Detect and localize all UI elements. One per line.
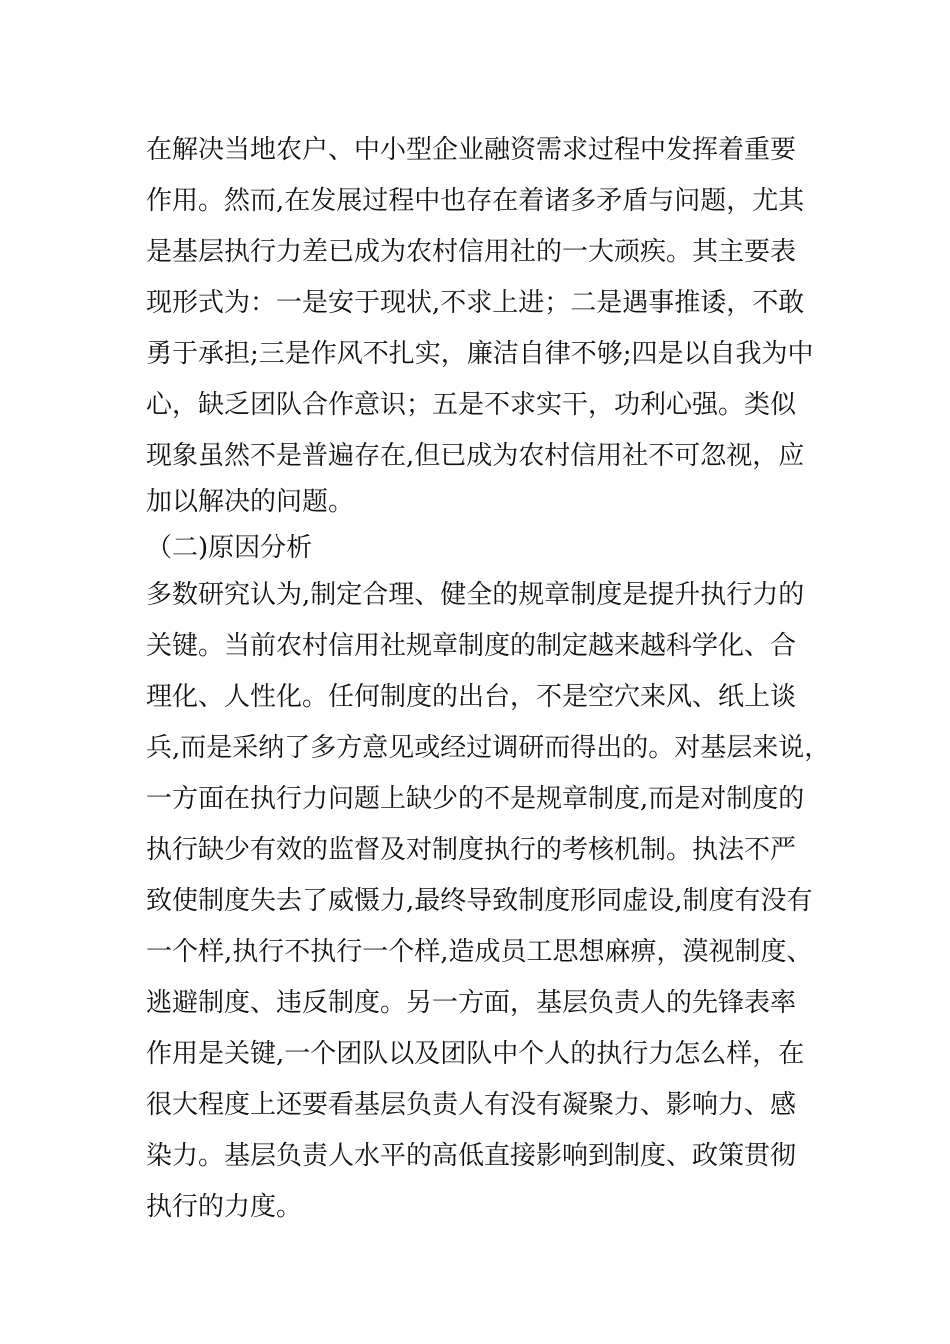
paragraph-2-line-7: 致使制度失去了威慑力,最终导致制度形同虚设,制度有没有 — [146, 886, 813, 916]
paragraph-2-line-1: 多数研究认为,制定合理、健全的规章制度是提升执行力的 — [146, 580, 805, 610]
paragraph-1-line-1: 在解决当地农户、中小型企业融资需求过程中发挥着重要 — [146, 135, 797, 165]
paragraph-2-line-12: 染力。基层负责人水平的高低直接影响到制度、政策贯彻 — [146, 1141, 797, 1171]
paragraph-2-line-5: 一方面在执行力问题上缺少的不是规章制度,而是对制度的 — [146, 784, 805, 814]
paragraph-2-line-9: 逃避制度、违反制度。另一方面，基层负责人的先锋表率 — [146, 988, 797, 1018]
paragraph-2-line-11: 很大程度上还要看基层负责人有没有凝聚力、影响力、感 — [146, 1090, 797, 1120]
paragraph-1-line-3: 是基层执行力差已成为农村信用社的一大顽疾。其主要表 — [146, 237, 797, 267]
paragraph-1-line-2: 作用。然而,在发展过程中也存在着诸多矛盾与问题，尤其 — [146, 186, 805, 216]
section-heading: （二)原因分析 — [146, 533, 313, 563]
paragraph-2-line-10: 作用是关键,一个团队以及团队中个人的执行力怎么样，在 — [146, 1039, 805, 1069]
paragraph-1-line-8: 加以解决的问题。 — [146, 487, 355, 517]
paragraph-2-line-13: 执行的力度。 — [146, 1192, 303, 1222]
paragraph-1-line-7: 现象虽然不是普遍存在,但已成为农村信用社不可忽视，应 — [146, 441, 805, 471]
paragraph-2-line-6: 执行缺少有效的监督及对制度执行的考核机制。执法不严 — [146, 835, 797, 865]
paragraph-1-line-4: 现形式为：一是安于现状,不求上进；二是遇事推诿，不敢 — [146, 288, 805, 318]
paragraph-2-line-4: 兵,而是采纳了多方意见或经过调研而得出的。对基层来说， — [146, 733, 831, 763]
paragraph-1-line-5: 勇于承担;三是作风不扎实，廉洁自律不够;四是以自我为中 — [146, 339, 814, 369]
paragraph-1-line-6: 心，缺乏团队合作意识；五是不求实干，功利心强。类似 — [146, 390, 797, 420]
paragraph-2-line-2: 关键。当前农村信用社规章制度的制定越来越科学化、合 — [146, 631, 797, 661]
paragraph-2-line-3: 理化、人性化。任何制度的出台，不是空穴来风、纸上谈 — [146, 682, 797, 712]
paragraph-2-line-8: 一个样,执行不执行一个样,造成员工思想麻痹，漠视制度、 — [146, 937, 813, 967]
